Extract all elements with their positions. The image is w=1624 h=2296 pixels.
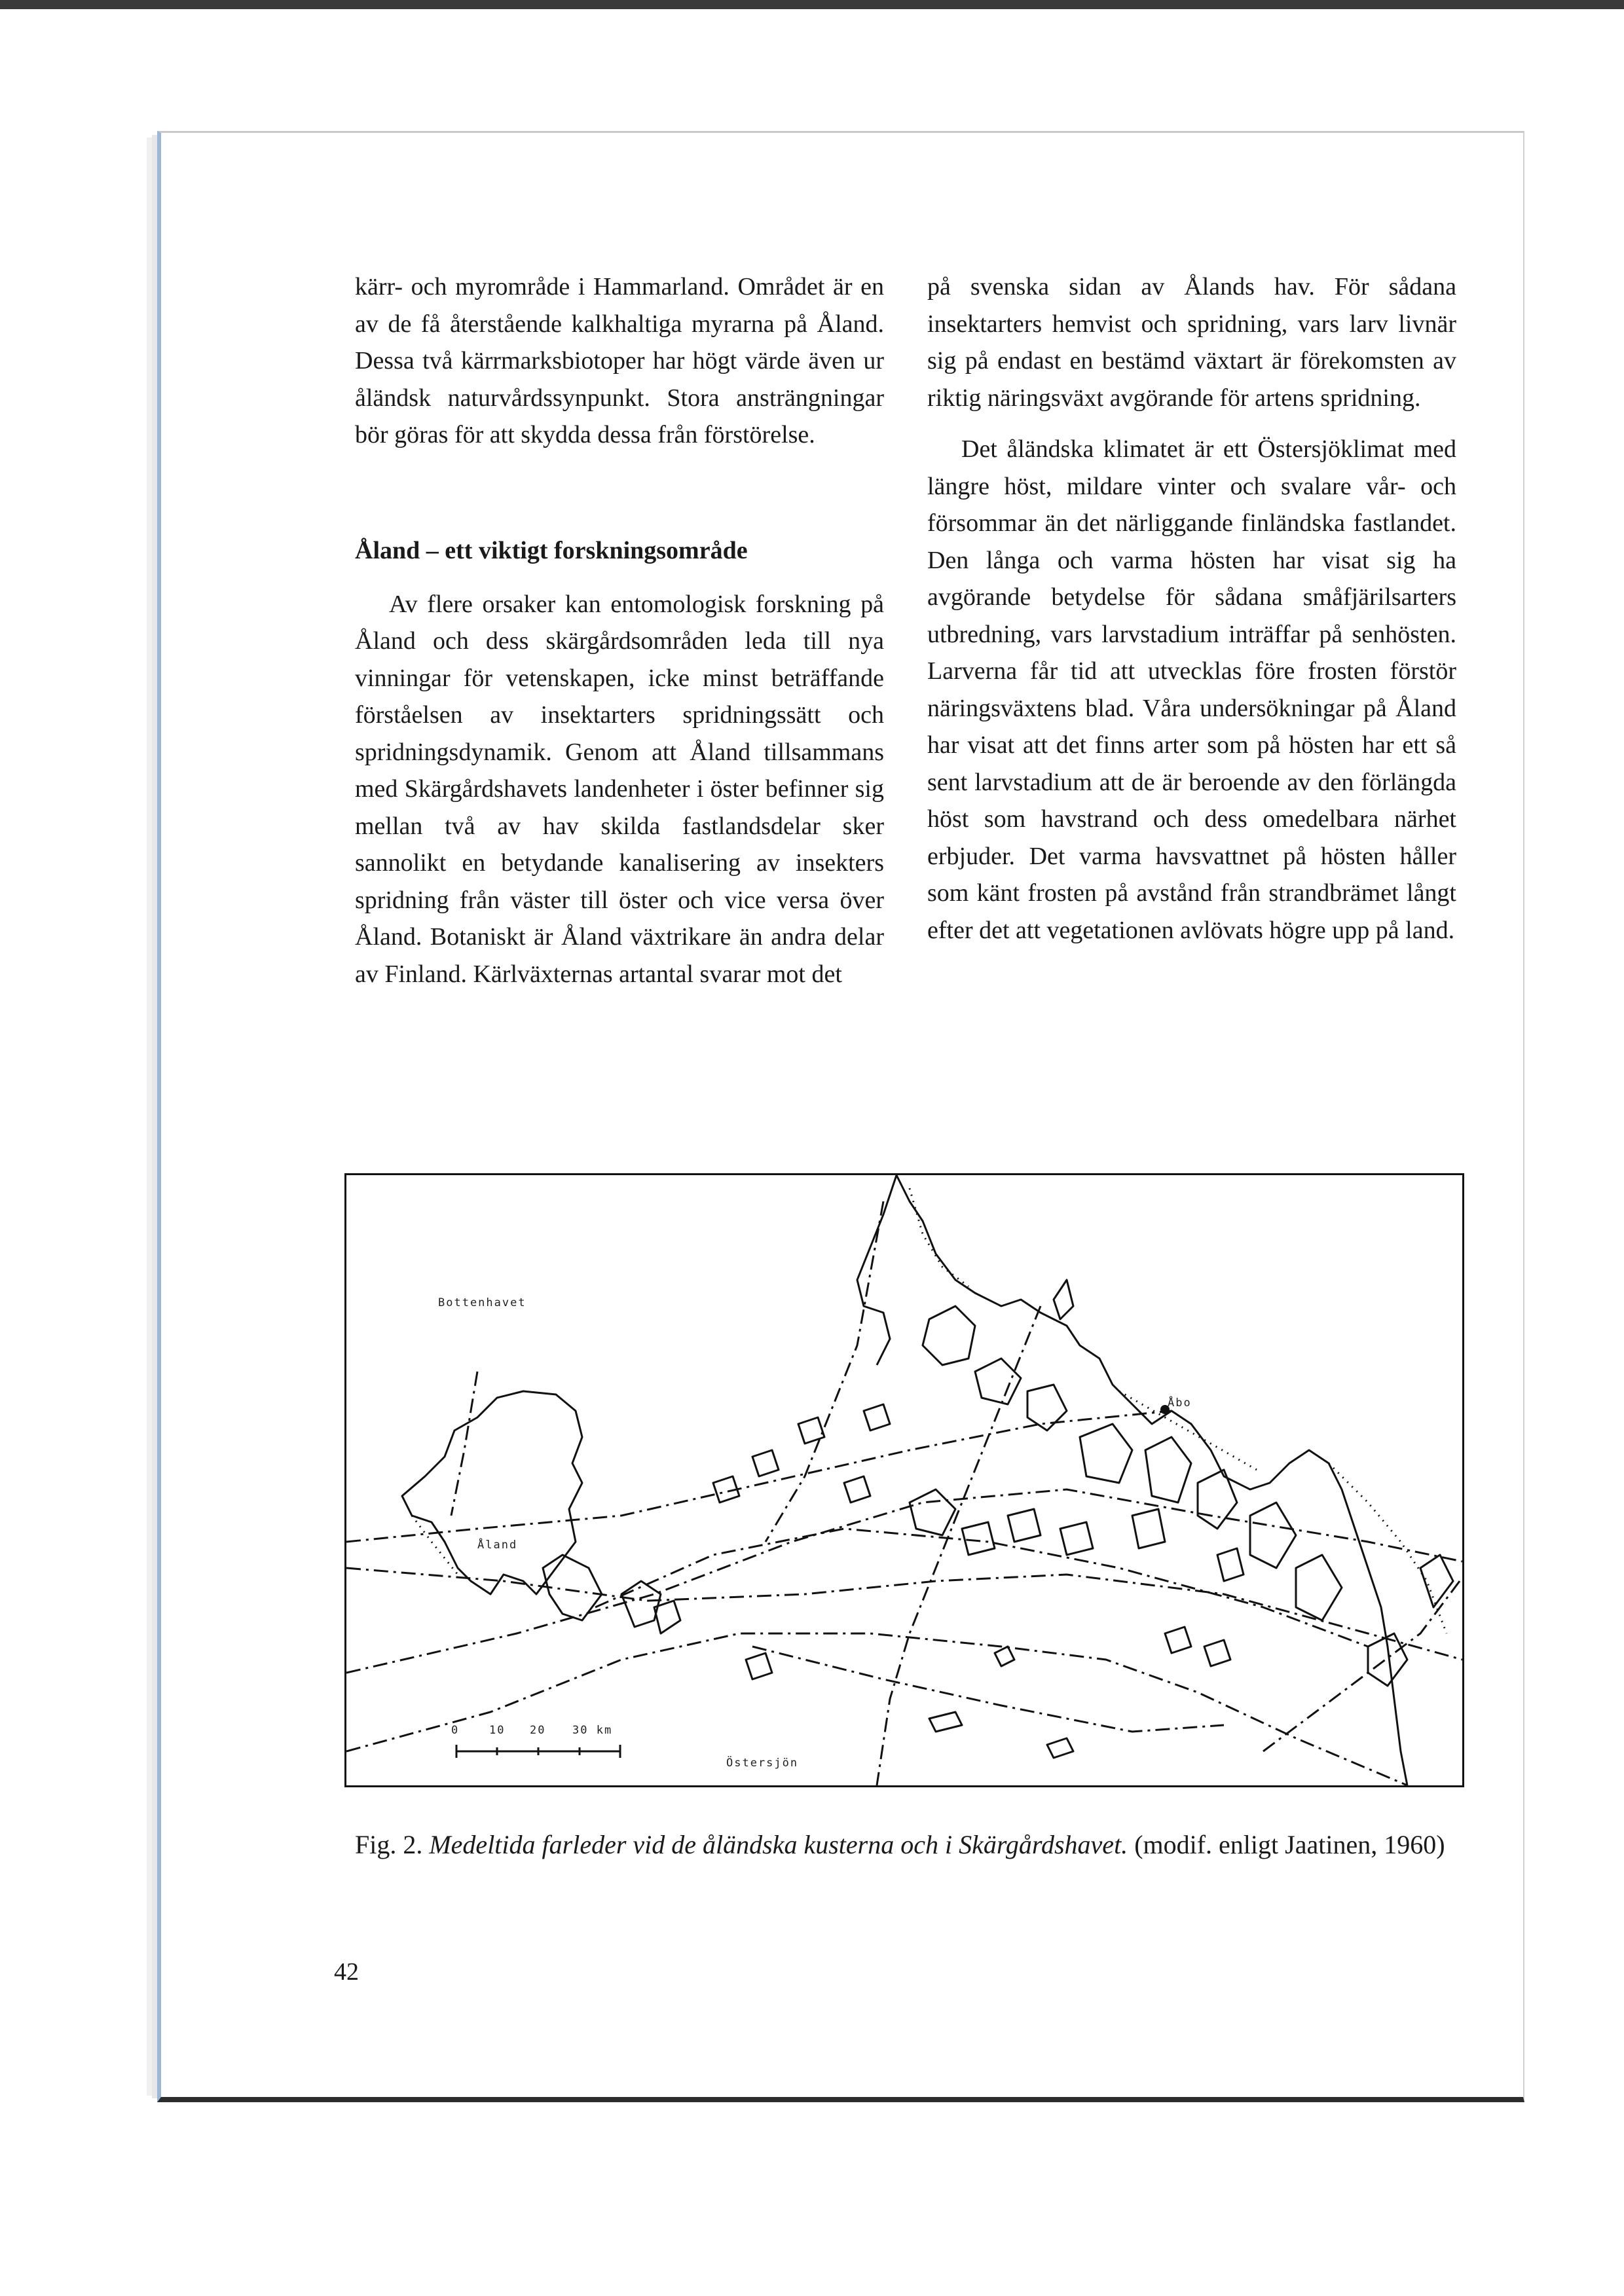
scale-tick-30km: 30 km bbox=[572, 1724, 613, 1737]
label-bottenhavet: Bottenhavet bbox=[438, 1296, 526, 1309]
route-4 bbox=[346, 1633, 1407, 1785]
caption-source: (modif. enligt Jaatinen, 1960) bbox=[1128, 1830, 1445, 1859]
route-8 bbox=[877, 1306, 1041, 1785]
route-7 bbox=[766, 1201, 883, 1542]
archipelago-map bbox=[346, 1175, 1462, 1785]
map-figure bbox=[344, 1173, 1464, 1787]
section-heading: Åland – ett viktigt forskningsområde bbox=[355, 536, 748, 564]
route-9 bbox=[1263, 1581, 1460, 1751]
caption-prefix: Fig. 2. bbox=[355, 1830, 430, 1859]
page-number: 42 bbox=[334, 1958, 359, 1986]
scale-tick-20: 20 bbox=[530, 1724, 546, 1737]
label-abo: Åbo bbox=[1168, 1396, 1192, 1410]
left-paragraph-2: Av flere orsaker kan entomologisk forskning på Åland och dess skärgårdsområden leda till nya vinningar för vetenskapen, icke minst beträffande förståelsen av insektarters spridningssätt och spridningsdynamik. Genom att Åland tillsammans med Skärgårdshavets landenheter i öster befinner sig mellan två av hav skilda fastlandsdelar sker sannolikt en betydande kanalisering av insekters spridning från väster till öster och vice versa över Åland. Botaniskt är Åland växtrikare än andra delar av Finland. Kärlväxternas artantal svarar mot det bbox=[355, 590, 884, 988]
route-2 bbox=[346, 1568, 1462, 1660]
right-paragraph-2: Det åländska klimatet är ett Östersjöklimat med längre höst, mildare vinter och svalare vår- och försommar än det närliggande finländska fastlandet. Den långa och varma hösten har visat sig ha avgörande betydelse för sådana småfjärilsarters utbredning, vars larvstadium inträffar på senhösten. Larverna får tid att utvecklas före frosten förstör näringsväxtens blad. Våra undersökningar på Åland har visat att det finns arter som på hösten har ett så sent larvstadium att de är beroende av den förlängda höst som havstrand och dess omedelbara närhet erbjuder. Det varma havsvattnet på hösten håller som känt frosten på avstånd från strandbrämet långt efter det att vegetationen avlövats högre upp på land. bbox=[927, 435, 1456, 944]
left-paragraph-1: kärr- och myrområde i Hammarland. Området är en av de få återstående kalkhaltiga myrarna på Åland. Dessa två kärrmarksbiotoper har högt värde även ur åländsk naturvårdssynpunkt. Stora ansträngningar bör göras för att skydda dessa från förstörelse. bbox=[355, 273, 884, 448]
route-10 bbox=[451, 1372, 477, 1516]
route-3 bbox=[346, 1489, 1462, 1673]
label-aland: Åland bbox=[477, 1539, 518, 1552]
scale-tick-10: 10 bbox=[489, 1724, 506, 1737]
right-paragraph-1: på svenska sidan av Ålands hav. För sådana insektarters hemvist och spridning, vars larv livnär sig på endast en bestämd växtart är förekomsten av riktig näringsväxt avgörande för artens spridning. bbox=[927, 273, 1456, 412]
scale-bar bbox=[456, 1745, 620, 1758]
aland-island bbox=[402, 1391, 582, 1594]
left-column bbox=[355, 268, 884, 993]
route-5 bbox=[595, 1529, 1368, 1647]
label-ostersjon: Östersjön bbox=[726, 1757, 799, 1770]
route-6 bbox=[752, 1647, 1224, 1732]
figure-caption bbox=[355, 1827, 1468, 1863]
finnish-mainland-coast bbox=[896, 1175, 1407, 1785]
caption-title: Medeltida farleder vid de åländska kusterna och i Skärgårdshavet. bbox=[429, 1830, 1128, 1859]
scale-tick-0: 0 bbox=[451, 1724, 460, 1737]
scan-edge bbox=[0, 0, 1624, 9]
right-column bbox=[927, 268, 1456, 949]
